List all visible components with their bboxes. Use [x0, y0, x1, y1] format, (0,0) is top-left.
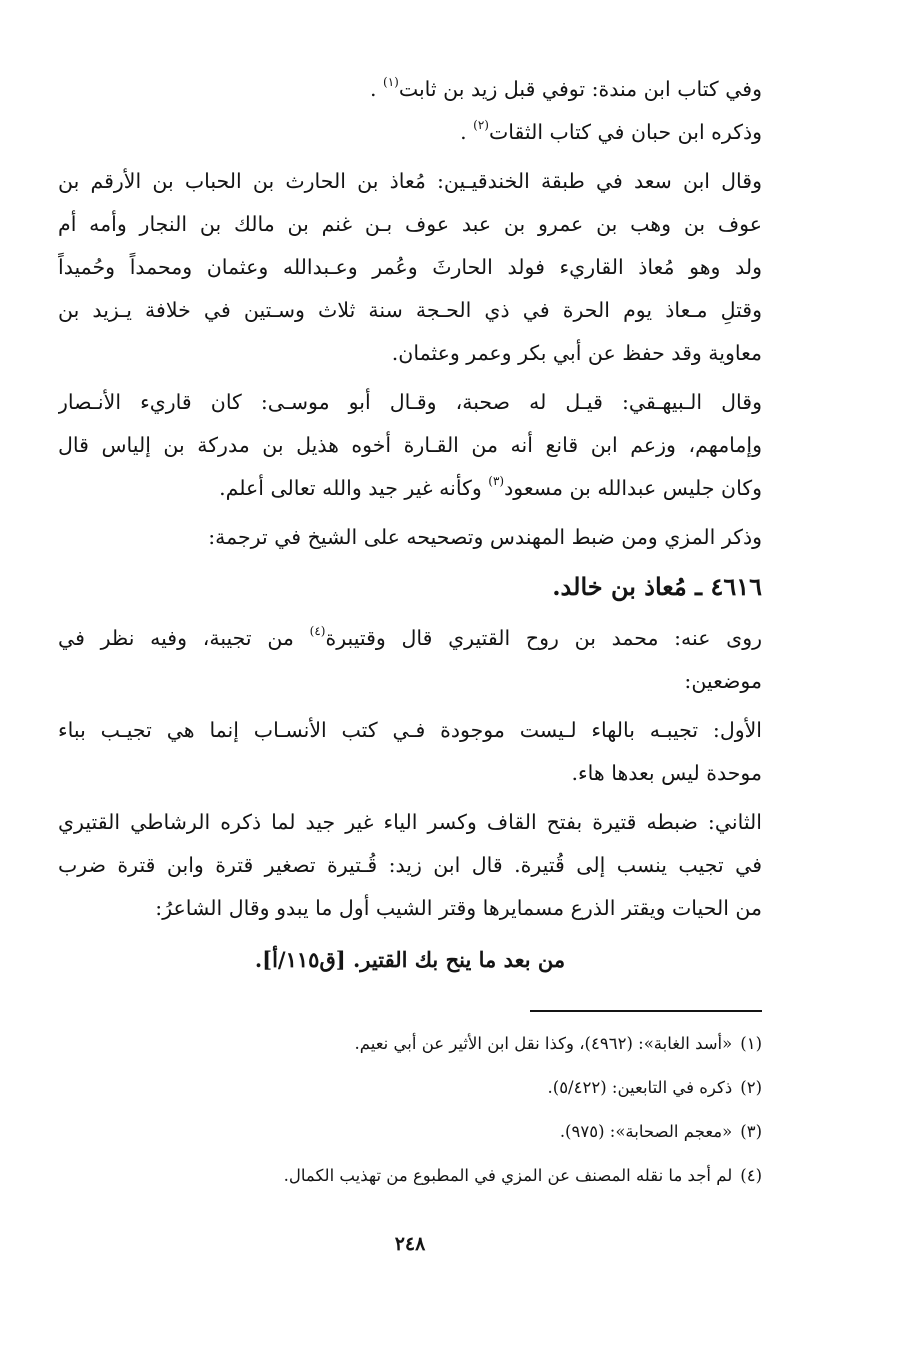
paragraph	[58, 516, 762, 559]
footnote-marker: (٤)	[309, 624, 326, 639]
text-line: الثاني: ضبطه قتيرة بفتح القاف وكسر الياء غير جيد لما ذكره الرشاطي القتيري	[58, 810, 762, 834]
text-line: الأول: تجيبـه بالهاء لـيست موجودة فـي كتب الأنسـاب إنما هي تجيـب بباء	[58, 718, 762, 742]
footnote	[58, 1022, 762, 1066]
text-line: وقتلِ مـعاذ يوم الحرة في ذي الحـجة سنة ثلاث وسـتين في خلافة يـزيد بن	[58, 298, 762, 322]
footnote-text: «معجم الصحابة»: (٩٧٥).	[559, 1122, 733, 1141]
text-span: وكأنه غير جيد والله تعالى أعلم.	[219, 476, 489, 500]
footnote-marker: (٢)	[473, 118, 489, 133]
text-span: وذكره ابن حبان في كتاب الثقات	[488, 120, 762, 144]
paragraph	[58, 381, 762, 510]
footnote-marker: (٣)	[488, 474, 505, 489]
text-span: وفي كتاب ابن مندة: توفي قبل زيد بن ثابت	[398, 77, 762, 101]
text-line: ولد وهو مُعاذ القاريء فولد الحارثَ وعُمر وعـبدالله وعثمان ومحمداً وحُميداً	[58, 255, 762, 279]
footnote-text: لم أجد ما نقله المصنف عن المزي في المطبوع من تهذيب الكمال.	[283, 1166, 733, 1185]
text-span: من تجيبة، وفيه نظر في	[58, 626, 310, 650]
footnote-number: (١)	[740, 1034, 762, 1053]
text-span: .	[460, 120, 474, 144]
text-line: في تجيب ينسب إلى قُتيرة. قال ابن زيد: قُـتيرة تصغير قترة وابن قترة ضرب	[58, 853, 762, 877]
footnote-marker: (١)	[383, 75, 399, 90]
text-line: وقال الـبيهـقي: قيـل له صحبة، وقـال أبو موسـى: كان قاريء الأنـصار	[58, 390, 762, 414]
footnote-divider	[530, 1010, 762, 1012]
text-line: موحدة ليس بعدها هاء.	[571, 761, 762, 785]
text-span: وكان جليس عبدالله بن مسعود	[504, 476, 762, 500]
footnote	[58, 1154, 762, 1198]
text-line: وذكر المزي ومن ضبط المهندس وتصحيحه على الشيخ في ترجمة:	[208, 525, 762, 549]
text-line: عوف بن وهب بن عمرو بن عبد عوف بـن غنم بن مالك بن النجار وأمه أم	[58, 212, 762, 236]
text-line: من الحيات ويقتر الذرع مسمايرها وقتر الشيب أول ما يبدو وقال الشاعرُ:	[155, 896, 762, 920]
text-line: وإمامهم، وزعم ابن قانع أنه من القـارة أخوه هذيل بن مدركة بن إلياس قال	[58, 433, 762, 457]
footnotes	[58, 1022, 762, 1198]
footnote-number: (٣)	[740, 1122, 762, 1141]
text-line: معاوية وقد حفظ عن أبي بكر وعمر وعثمان.	[391, 341, 762, 365]
footnote	[58, 1066, 762, 1110]
text-line: وقال ابن سعد في طبقة الخندقيـين: مُعاذ بن الحارث بن الحباب بن الأرقم بن	[58, 169, 762, 193]
footnote-number: (٢)	[740, 1078, 762, 1097]
text-span: .	[369, 77, 384, 101]
paragraph	[58, 160, 762, 375]
paragraph	[58, 801, 762, 930]
footnote-number: (٤)	[740, 1166, 762, 1185]
text-span: روى عنه: محمد بن روح القتيري قال وقتيبرة	[325, 626, 762, 650]
page	[58, 68, 762, 1264]
verse-line: من بعد ما ينح بك القتير. [ق١١٥/أ].	[254, 947, 566, 972]
footnote	[58, 1110, 762, 1154]
footnote-text: ذكره في التابعين: (٥/٤٢٢).	[547, 1078, 733, 1097]
paragraph	[58, 617, 762, 703]
footnote-text: «أسد الغابة»: (٤٩٦٢)، وكذا نقل ابن الأثير عن أبي نعيم.	[354, 1034, 733, 1053]
text-line	[58, 111, 762, 154]
text-line: موضعين:	[684, 669, 762, 693]
entry-heading: ٤٦١٦ ـ مُعاذ بن خالد.	[552, 572, 762, 601]
text-line	[58, 68, 762, 111]
text-line	[58, 617, 762, 660]
paragraph	[58, 709, 762, 795]
text-line	[58, 467, 762, 510]
page-number: ٢٤٨	[394, 1233, 426, 1255]
